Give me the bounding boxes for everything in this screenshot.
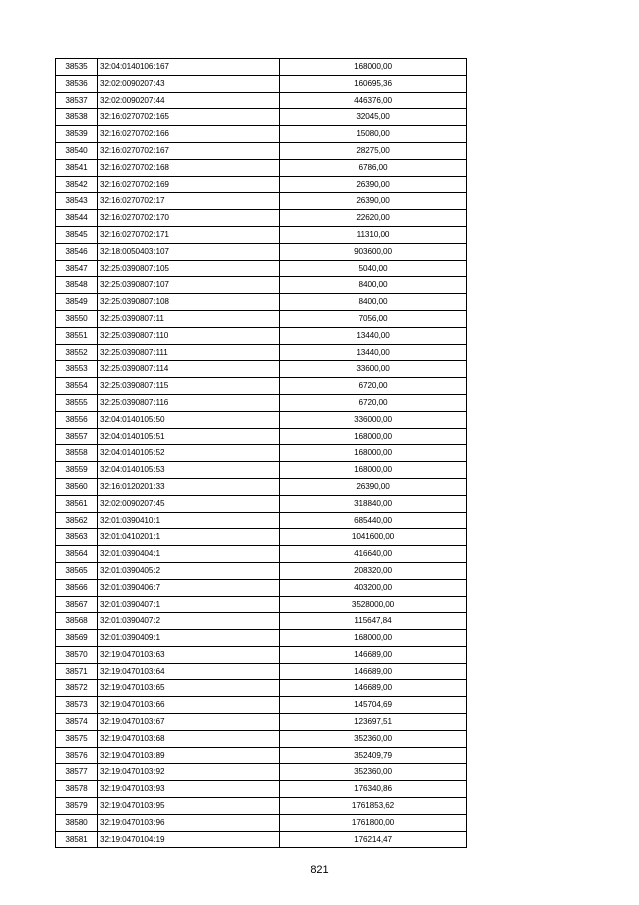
row-number-cell: 38538	[56, 109, 98, 126]
value-cell: 26390,00	[280, 478, 467, 495]
row-number-cell: 38573	[56, 697, 98, 714]
table-row	[56, 630, 467, 647]
row-number-cell: 38539	[56, 126, 98, 143]
table-row	[56, 579, 467, 596]
value-cell: 318840,00	[280, 495, 467, 512]
row-number-cell: 38564	[56, 546, 98, 563]
cadastral-number-cell: 32:19:0470104:19	[98, 831, 280, 848]
row-number-cell: 38537	[56, 92, 98, 109]
cadastral-number-cell: 32:04:0140106:167	[98, 59, 280, 76]
value-cell: 115647,84	[280, 613, 467, 630]
table-row	[56, 613, 467, 630]
row-number-cell: 38540	[56, 142, 98, 159]
value-cell: 168000,00	[280, 428, 467, 445]
table-row	[56, 478, 467, 495]
cadastral-number-cell: 32:18:0050403:107	[98, 243, 280, 260]
cadastral-number-cell: 32:16:0270702:166	[98, 126, 280, 143]
row-number-cell: 38559	[56, 462, 98, 479]
value-cell: 22620,00	[280, 210, 467, 227]
value-cell: 168000,00	[280, 462, 467, 479]
table-row	[56, 546, 467, 563]
cadastral-number-cell: 32:19:0470103:96	[98, 814, 280, 831]
value-cell: 168000,00	[280, 59, 467, 76]
row-number-cell: 38543	[56, 193, 98, 210]
table-row	[56, 327, 467, 344]
cadastral-number-cell: 32:04:0140105:52	[98, 445, 280, 462]
value-cell: 5040,00	[280, 260, 467, 277]
row-number-cell: 38545	[56, 226, 98, 243]
row-number-cell: 38572	[56, 680, 98, 697]
table-row	[56, 697, 467, 714]
cadastral-number-cell: 32:16:0270702:169	[98, 176, 280, 193]
row-number-cell: 38568	[56, 613, 98, 630]
value-cell: 146689,00	[280, 663, 467, 680]
row-number-cell: 38581	[56, 831, 98, 848]
value-cell: 168000,00	[280, 445, 467, 462]
row-number-cell: 38565	[56, 562, 98, 579]
table-row	[56, 798, 467, 815]
row-number-cell: 38555	[56, 394, 98, 411]
row-number-cell: 38579	[56, 798, 98, 815]
value-cell: 903600,00	[280, 243, 467, 260]
cadastral-number-cell: 32:19:0470103:66	[98, 697, 280, 714]
table-row	[56, 159, 467, 176]
row-number-cell: 38569	[56, 630, 98, 647]
table-row	[56, 730, 467, 747]
row-number-cell: 38570	[56, 646, 98, 663]
table-row	[56, 294, 467, 311]
cadastral-number-cell: 32:19:0470103:92	[98, 764, 280, 781]
row-number-cell: 38541	[56, 159, 98, 176]
table-row	[56, 109, 467, 126]
table-row	[56, 277, 467, 294]
row-number-cell: 38548	[56, 277, 98, 294]
table-row	[56, 176, 467, 193]
row-number-cell: 38562	[56, 512, 98, 529]
cadastral-number-cell: 32:01:0390405:2	[98, 562, 280, 579]
table-row	[56, 512, 467, 529]
table-row	[56, 126, 467, 143]
cadastral-number-cell: 32:04:0140105:50	[98, 411, 280, 428]
cadastral-number-cell: 32:25:0390807:110	[98, 327, 280, 344]
cadastral-number-cell: 32:16:0270702:168	[98, 159, 280, 176]
table-row	[56, 394, 467, 411]
value-cell: 168000,00	[280, 630, 467, 647]
table-row	[56, 764, 467, 781]
cadastral-number-cell: 32:04:0140105:51	[98, 428, 280, 445]
row-number-cell: 38560	[56, 478, 98, 495]
cadastral-number-cell: 32:19:0470103:68	[98, 730, 280, 747]
cadastral-number-cell: 32:16:0270702:167	[98, 142, 280, 159]
cadastral-number-cell: 32:01:0390404:1	[98, 546, 280, 563]
table-row	[56, 714, 467, 731]
row-number-cell: 38556	[56, 411, 98, 428]
cadastral-number-cell: 32:19:0470103:89	[98, 747, 280, 764]
table-row	[56, 411, 467, 428]
cadastral-number-cell: 32:19:0470103:65	[98, 680, 280, 697]
value-cell: 28275,00	[280, 142, 467, 159]
value-cell: 1761853,62	[280, 798, 467, 815]
table-row	[56, 428, 467, 445]
row-number-cell: 38558	[56, 445, 98, 462]
value-cell: 446376,00	[280, 92, 467, 109]
row-number-cell: 38549	[56, 294, 98, 311]
table-row	[56, 596, 467, 613]
value-cell: 6786,00	[280, 159, 467, 176]
value-cell: 352360,00	[280, 764, 467, 781]
row-number-cell: 38574	[56, 714, 98, 731]
row-number-cell: 38576	[56, 747, 98, 764]
row-number-cell: 38551	[56, 327, 98, 344]
value-cell: 176340,86	[280, 781, 467, 798]
row-number-cell: 38544	[56, 210, 98, 227]
cadastral-number-cell: 32:25:0390807:11	[98, 310, 280, 327]
value-cell: 11310,00	[280, 226, 467, 243]
row-number-cell: 38561	[56, 495, 98, 512]
cadastral-number-cell: 32:25:0390807:116	[98, 394, 280, 411]
table-row	[56, 243, 467, 260]
cadastral-number-cell: 32:01:0390407:2	[98, 613, 280, 630]
table-row	[56, 663, 467, 680]
table-row	[56, 210, 467, 227]
cadastral-number-cell: 32:01:0390409:1	[98, 630, 280, 647]
value-cell: 685440,00	[280, 512, 467, 529]
row-number-cell: 38552	[56, 344, 98, 361]
cadastral-number-cell: 32:25:0390807:114	[98, 361, 280, 378]
cadastral-number-cell: 32:19:0470103:64	[98, 663, 280, 680]
cadastral-number-cell: 32:25:0390807:115	[98, 378, 280, 395]
row-number-cell: 38578	[56, 781, 98, 798]
value-cell: 1761800,00	[280, 814, 467, 831]
cadastral-number-cell: 32:04:0140105:53	[98, 462, 280, 479]
value-cell: 146689,00	[280, 646, 467, 663]
row-number-cell: 38575	[56, 730, 98, 747]
row-number-cell: 38567	[56, 596, 98, 613]
row-number-cell: 38536	[56, 75, 98, 92]
value-cell: 26390,00	[280, 193, 467, 210]
row-number-cell: 38554	[56, 378, 98, 395]
table-row	[56, 226, 467, 243]
cadastral-number-cell: 32:19:0470103:95	[98, 798, 280, 815]
value-cell: 13440,00	[280, 327, 467, 344]
value-cell: 3528000,00	[280, 596, 467, 613]
row-number-cell: 38550	[56, 310, 98, 327]
value-cell: 176214,47	[280, 831, 467, 848]
row-number-cell: 38553	[56, 361, 98, 378]
value-cell: 336000,00	[280, 411, 467, 428]
table-row	[56, 495, 467, 512]
cadastral-number-cell: 32:16:0270702:17	[98, 193, 280, 210]
value-cell: 26390,00	[280, 176, 467, 193]
cadastral-number-cell: 32:02:0090207:44	[98, 92, 280, 109]
table-row	[56, 142, 467, 159]
table-row	[56, 193, 467, 210]
value-cell: 160695,36	[280, 75, 467, 92]
page-number: 821	[310, 864, 329, 876]
value-cell: 15080,00	[280, 126, 467, 143]
row-number-cell: 38563	[56, 529, 98, 546]
value-cell: 1041600,00	[280, 529, 467, 546]
cadastral-number-cell: 32:25:0390807:107	[98, 277, 280, 294]
value-cell: 6720,00	[280, 378, 467, 395]
table-row	[56, 378, 467, 395]
data-table	[55, 58, 467, 848]
row-number-cell: 38571	[56, 663, 98, 680]
value-cell: 352409,79	[280, 747, 467, 764]
row-number-cell: 38542	[56, 176, 98, 193]
row-number-cell: 38566	[56, 579, 98, 596]
value-cell: 7056,00	[280, 310, 467, 327]
value-cell: 403200,00	[280, 579, 467, 596]
cadastral-number-cell: 32:25:0390807:105	[98, 260, 280, 277]
cadastral-number-cell: 32:01:0390410:1	[98, 512, 280, 529]
table-row	[56, 310, 467, 327]
value-cell: 146689,00	[280, 680, 467, 697]
cadastral-number-cell: 32:02:0090207:45	[98, 495, 280, 512]
value-cell: 352360,00	[280, 730, 467, 747]
value-cell: 208320,00	[280, 562, 467, 579]
table-row	[56, 529, 467, 546]
table-row	[56, 260, 467, 277]
table-row	[56, 75, 467, 92]
table-row	[56, 831, 467, 848]
table-row	[56, 680, 467, 697]
table-row	[56, 92, 467, 109]
row-number-cell: 38577	[56, 764, 98, 781]
value-cell: 8400,00	[280, 294, 467, 311]
cadastral-number-cell: 32:25:0390807:108	[98, 294, 280, 311]
cadastral-number-cell: 32:19:0470103:63	[98, 646, 280, 663]
cadastral-number-cell: 32:01:0390406:7	[98, 579, 280, 596]
cadastral-number-cell: 32:16:0270702:170	[98, 210, 280, 227]
table-row	[56, 814, 467, 831]
row-number-cell: 38547	[56, 260, 98, 277]
value-cell: 8400,00	[280, 277, 467, 294]
cadastral-number-cell: 32:16:0270702:165	[98, 109, 280, 126]
cadastral-number-cell: 32:16:0270702:171	[98, 226, 280, 243]
row-number-cell: 38580	[56, 814, 98, 831]
row-number-cell: 38557	[56, 428, 98, 445]
table-row	[56, 59, 467, 76]
table-row	[56, 462, 467, 479]
table-row	[56, 344, 467, 361]
row-number-cell: 38535	[56, 59, 98, 76]
value-cell: 145704,69	[280, 697, 467, 714]
value-cell: 32045,00	[280, 109, 467, 126]
value-cell: 13440,00	[280, 344, 467, 361]
cadastral-number-cell: 32:02:0090207:43	[98, 75, 280, 92]
table-row	[56, 445, 467, 462]
value-cell: 33600,00	[280, 361, 467, 378]
table-body	[56, 59, 467, 848]
cadastral-number-cell: 32:01:0410201:1	[98, 529, 280, 546]
value-cell: 416640,00	[280, 546, 467, 563]
table-row	[56, 781, 467, 798]
cadastral-number-cell: 32:19:0470103:67	[98, 714, 280, 731]
cadastral-number-cell: 32:25:0390807:111	[98, 344, 280, 361]
row-number-cell: 38546	[56, 243, 98, 260]
value-cell: 123697,51	[280, 714, 467, 731]
cadastral-number-cell: 32:16:0120201:33	[98, 478, 280, 495]
table-row	[56, 646, 467, 663]
table-row	[56, 361, 467, 378]
table-row	[56, 562, 467, 579]
cadastral-number-cell: 32:01:0390407:1	[98, 596, 280, 613]
table-row	[56, 747, 467, 764]
cadastral-number-cell: 32:19:0470103:93	[98, 781, 280, 798]
value-cell: 6720,00	[280, 394, 467, 411]
